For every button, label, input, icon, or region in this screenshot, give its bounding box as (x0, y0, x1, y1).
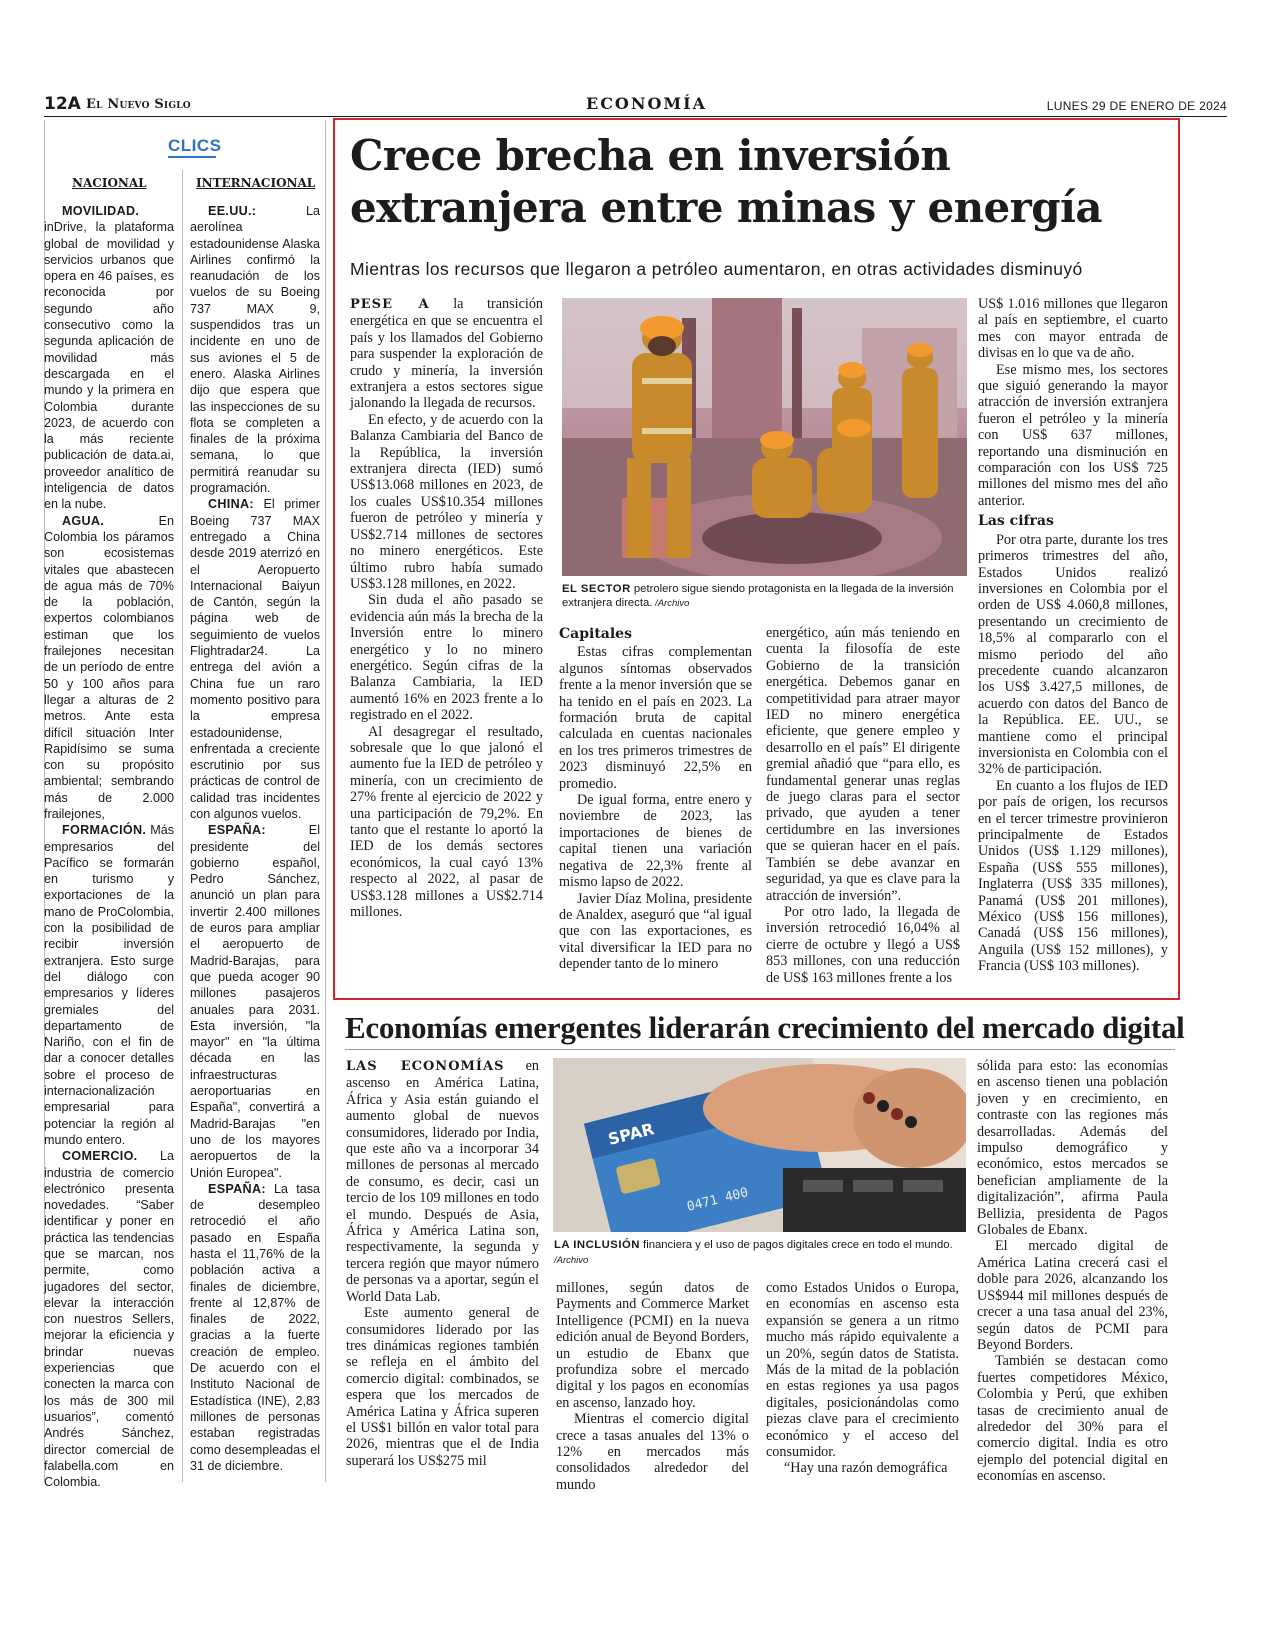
brief-item (44, 203, 174, 513)
brief-text: El primer Boeing 737 MAX entregado a China desde 2019 aterrizó en el Aeropuerto Internacional Baiyun de Cantón, según la página web de seguimiento de vuelos Flightradar24. La entrega del avión a China fue un raro momento positivo para la empresa estadounidense, enfrentada a creciente escrutinio por sus prácticas de control de calidad tras incidentes con algunos vuelos. (190, 497, 320, 821)
newspaper-name: El Nuevo Siglo (86, 97, 191, 112)
international-header: INTERNACIONAL (196, 176, 316, 190)
second-story-headline: Economías emergentes liderarán crecimiento del mercado digital (345, 1010, 1185, 1045)
brief-lead: ESPAÑA: (208, 1181, 266, 1196)
brief-item (44, 1148, 174, 1490)
card-payment-image (553, 1058, 966, 1232)
brief-item (44, 822, 174, 1148)
story-paragraph (346, 1058, 539, 1305)
story-column-2 (559, 622, 752, 973)
brief-text: En Colombia los páramos son ecosistemas vitales que abastecen de agua más de 70% de la población, expertos colombianos estiman que los frailejones necesitan de un período de entre 50 y 100 años para llegar a alturas de 2 metros. Ante esta difícil situación Inter Rapidísimo se suma con su propósito ambiental; sembrando más de 2.000 frailejones, (44, 513, 174, 821)
photo-caption (562, 582, 962, 611)
story-paragraph: En efecto, y de acuerdo con la Balanza Cambiaria del Banco de la República, la inversión extranjera directa (IED) sumó US$13.068 millones en 2023, de los cuales US$10.354 millones fueron de petróleo y minería y US$2.714 millones de sectores no minero energéticos. Este último rubro había sumado US$3.128 millones, en 2022. (350, 411, 543, 592)
caption-lead: EL SECTOR (562, 583, 631, 595)
brief-lead: CHINA: (208, 497, 254, 512)
paragraph-text: en ascenso en América Latina, África y Asia están guiando el aumento global de nuevos consumidores, liderado por India, que este año va a incorporar 34 millones de personas al mercado de consumo, es decir, casi un tercio de los 109 millones en todo el mundo. Después de Asia, África y América Latina son, respectivamente, la segunda y tercera región que mayor número de personas va a aportar, según el World Data Lab. (346, 1058, 539, 1305)
section-title: ECONOMÍA (586, 94, 708, 113)
brief-lead: AGUA. (62, 513, 105, 528)
second-story-rule (345, 1049, 1175, 1050)
page-number: 12A (44, 94, 81, 114)
card-payment-photo (553, 1058, 966, 1232)
second-story-column-1 (346, 1058, 539, 1469)
header-rule (44, 116, 1227, 117)
brief-text: La industria de comercio electrónico presenta novedades. “Saber identificar y poner en práctica las tendencias que se marcan, nos permite, como jugadores del sector, elevar la interacción con nuestros Sellers, mejorar la eficiencia y brindar nuevas experiencias que conecten la marca con los más de 300 mil usuarios”, comentó Andrés Sánchez, director comercial de falabella.com en Colombia. (44, 1149, 174, 1490)
brief-text: El presidente del gobierno español, Pedro Sánchez, anunció un plan para invertir 2.400 millones de euros para ampliar el aeropuerto de Madrid-Barajas, para que pueda acoger 90 millones pasajeros anuales para 2031. Esta inversión, "la mayor" en "la última década en las infraestructuras aeroportuarias en España", convertirá a Madrid-Barajas "en uno de los mayores aeropuertos de la Unión Europea". (190, 823, 320, 1180)
caption-text: petrolero sigue siendo protagonista en la llegada de la inversión extranjera directa. (562, 583, 954, 609)
clics-right-rule (325, 120, 326, 1482)
caption-credit: /Archivo (554, 1255, 589, 1266)
story-paragraph: El mercado digital de América Latina crecerá casi el doble para 2026, alcanzando los US$944 mil millones después de crecer a una tasa anual del 23%, según datos de PCMI para Beyond Borders. (977, 1238, 1168, 1353)
brief-lead: MOVILIDAD. (62, 204, 140, 218)
subtitle-cifras: Las cifras (978, 513, 1054, 530)
story-paragraph: Mientras el comercio digital crece a tasas anuales del 13% o 12% en mercados más consolidados alrededor del mundo (556, 1411, 749, 1493)
story-paragraph: Javier Díaz Molina, presidente de Analdex, aseguró que “al igual que con las exportaciones, es vital diversificar la IED para no depender tanto de lo minero (559, 890, 752, 973)
story-paragraph: “Hay una razón demográfica (784, 1460, 948, 1477)
paragraph-text: la transición energética en que se encuentra el país y los llamados del Gobierno para suspender la exploración de crudo y minería, la inversión extranjera a estos sectores sigue jalonando la llegada de recursos. (350, 296, 544, 412)
story-column-3 (766, 625, 960, 986)
story-paragraph: Al desagregar el resultado, sobresale que lo que jalonó el aumento fue la IED de petróleo y minería, con un crecimiento de 27% frente al ejercicio de 2022 y una participación de 79,2%. En tanto que el restante lo aportó la IED de los demás sectores económicos, la cual cayó 13% respecto al 2022, al pasar de US$3.128 millones a US$2.714 millones. (350, 723, 543, 921)
card-brand-text: SPAR (606, 1119, 656, 1149)
story-paragraph (350, 296, 543, 412)
brief-item (190, 203, 320, 496)
international-briefs (190, 203, 320, 1474)
story-paragraph: energético, aún más teniendo en cuenta la filosofía de este Gobierno de la transición energética. Debemos ganar en competitividad para atraer mayor IED no minero energética eficiente, que genere empleo y desarrollo en el país” El dirigente gremial añadió que “para ello, es fundamental generar unas reglas de juego claras para el sector privado, que ayuden a tener certidumbre en las inversiones que se quieran hacer en el país. También se debe avanzar en seguridad, ya que es clave para la atracción de inversión”. (766, 625, 960, 904)
brief-text: inDrive, la plataforma global de movilidad y servicios urbanos que opera en 46 países, es reconocida por segundo año consecutivo como la segunda aplicación de movilidad más descargada en el mundo y la primera en Colombia durante 2023, de acuerdo con la más reciente publicación de data.ai, proveedor analítico de inteligencia de datos en la nube. (44, 220, 174, 512)
oil-workers-photo (562, 298, 967, 576)
clics-underline (168, 156, 216, 158)
clics-divider (182, 170, 183, 1482)
story-paragraph: Por otro lado, la llegada de inversión retrocedió 16,04% al cierre de octubre y llegó a US$ 853 millones, con una reducción de US$ 163 millones frente a los (766, 903, 960, 986)
brief-lead: EE.UU.: (208, 204, 257, 218)
lead-word: PESE A (350, 297, 430, 312)
second-story-column-3 (766, 1280, 959, 1477)
caption-credit: /Archivo (652, 598, 690, 609)
brief-item (190, 496, 320, 822)
story-paragraph: En cuanto a los flujos de IED por país de origen, los recursos en el tercer trimestre provinieron principalmente de Estados Unidos (US$ 1.129 millones), España (US$ 555 millones), Inglaterra (US$ 335 millones), Panamá (US$ 201 millones), México (US$ 156 millones), Canadá (US$ 156 millones), Anguila (US$ 152 millones), y Francia (US$ 103 millones). (978, 777, 1168, 975)
clics-title: CLICS (168, 136, 222, 155)
second-story-column-2 (556, 1280, 749, 1493)
story-paragraph: millones, según datos de Payments and Commerce Market Intelligence (PCMI) en la nueva edición anual de Beyond Borders, un estudio de Ebanx que profundiza sobre el mercado digital y los pagos en economías en ascenso, lanzado hoy. (556, 1280, 749, 1411)
second-story-column-4 (977, 1058, 1168, 1485)
story-paragraph: US$ 1.016 millones que llegaron al país en septiembre, el cuarto mes con mayor entrada de divisas en lo que va de año. (978, 296, 1168, 362)
brief-text: La tasa de desempleo retrocedió el año pasado en España hasta el 11,76% de la población activa a finales de diciembre, frente al 12,87% de finales de 2022, gracias a la fuerte creación de empleo. De acuerdo con el Instituto Nacional de Estadística (INE), 2,83 millones de personas estaban registradas como desempleadas el 31 de diciembre. (190, 1181, 320, 1473)
story-paragraph: También se destacan como fuertes competidores México, Colombia y Perú, que exhiben tasas de crecimiento anual de alrededor del 30% para el comercio digital. India es otro ejemplo del potencial digital en economías en ascenso. (977, 1353, 1168, 1485)
caption-text: financiera y el uso de pagos digitales crece en todo el mundo. (639, 1239, 953, 1251)
brief-text: Más empresarios del Pacífico se formarán en turismo y exportaciones de la mano de ProColombia, con la posibilidad de recibir inversión extranjera. Esto surge del diálogo con empresarios y líderes gremiales del departamento de Nariño, con el fin de dar a conocer detalles sobre el proceso de internacionalización empresarial para potenciar la región al mundo entero. (44, 823, 174, 1147)
story-column-1 (350, 296, 543, 920)
national-header: NACIONAL (72, 176, 147, 190)
story-paragraph: Este aumento general de consumidores liderado por las tres dinámicas regiones también se refleja en el ámbito del comercio digital: combinados, se espera que los mercados de América Latina y África superen el US$1 billón en valor total para 2026, mientras que el de India superará los US$275 mil (346, 1305, 539, 1469)
lead-word: LAS ECONOMÍAS (346, 1059, 505, 1074)
story-paragraph: como Estados Unidos o Europa, en economías en ascenso esta expansión se genera a un ritmo mucho más rápido equivalente a un 20%, según datos de Statista. Más de la mitad de la población en estas regiones ya usa pagos digitales, posicionándolas como piezas clave para el crecimiento económico y el acceso del consumidor. (766, 1280, 959, 1461)
story-paragraph: De igual forma, entre enero y noviembre de 2023, las importaciones de bienes de capital tienen una variación negativa de 22,3% frente al mismo lapso de 2022. (559, 792, 752, 891)
oil-rig-image (562, 298, 967, 576)
brief-item (190, 822, 320, 1181)
brief-lead: ESPAÑA: (208, 823, 266, 838)
caption-lead: LA INCLUSIÓN (554, 1239, 640, 1251)
subtitle-capitales: Capitales (559, 626, 632, 642)
story-paragraph: Ese mismo mes, los sectores que siguió generando la mayor atracción de inversión extranjera fueron el petróleo y la minería con US$ 637 millones, reportando una disminución en comparación con los US$ 725 millones del mismo mes del año anterior. (978, 361, 1168, 509)
brief-item (44, 513, 174, 823)
national-briefs (44, 203, 174, 1490)
brief-lead: FORMACIÓN. (62, 823, 147, 838)
story-column-4 (978, 296, 1168, 975)
brief-text: La aerolínea estadounidense Alaska Airlines confirmó la reanudación de los vuelos de su Boeing 737 MAX 9, suspendidos tras un incidente en uno de sus aviones el 5 de enero. Alaska Airlines dijo que espera que las inspecciones de su flota se completen a finales de la próxima semana, lo que permitirá reanudar su programación. (190, 204, 320, 496)
second-photo-caption (554, 1238, 964, 1268)
story-paragraph: Por otra parte, durante los tres primeros trimestres del año, Estados Unidos realizó inversiones en Colombia por el orden de US$ 4.060,8 millones, presentando un crecimiento de 18,5% al compararlo con el mismo periodo del año precedente cuando alcanzaron los US$ 3.427,5 millones, de acuerdo con datos del Banco de la República. EE. UU., se mantiene como el principal inversionista en Colombia con el 32% de participación. (978, 531, 1168, 778)
brief-item (190, 1181, 320, 1474)
publication-date: LUNES 29 DE ENERO DE 2024 (1046, 99, 1227, 113)
brief-lead: COMERCIO. (62, 1149, 138, 1164)
story-paragraph: Estas cifras complementan algunos síntomas observados frente a la menor inversión que se ha tenido en el país en 2023. La formación bruta de capital calculada en cuentas nacionales en los tres primeros trimestres de 2023 disminuyó 22,5% en promedio. (559, 644, 752, 792)
story-paragraph: Sin duda el año pasado se evidencia aún más la brecha de la Inversión entre lo minero energético y lo no minero energético. Según cifras de la Balanza Cambiaria, la IED aumentó 16% en 2023 frente a lo registrado en el 2022. (350, 592, 543, 724)
card-number-text: 0471 400 (685, 1185, 750, 1215)
story-subhead: Mientras los recursos que llegaron a petróleo aumentaron, en otras actividades disminuyó (350, 259, 1083, 279)
story-headline: Crece brecha en inversión extranjera entre minas y energía (350, 131, 1102, 232)
story-paragraph: sólida para esto: las economías en ascenso tienen una población joven y en crecimiento, en contraste con las regiones más desarrolladas. Además del impulso demográfico y económico, estos mercados se benefician ampliamente de la digitalización”, afirma Paula Bellizia, presidenta de Pagos Globales de Ebanx. (977, 1058, 1168, 1239)
